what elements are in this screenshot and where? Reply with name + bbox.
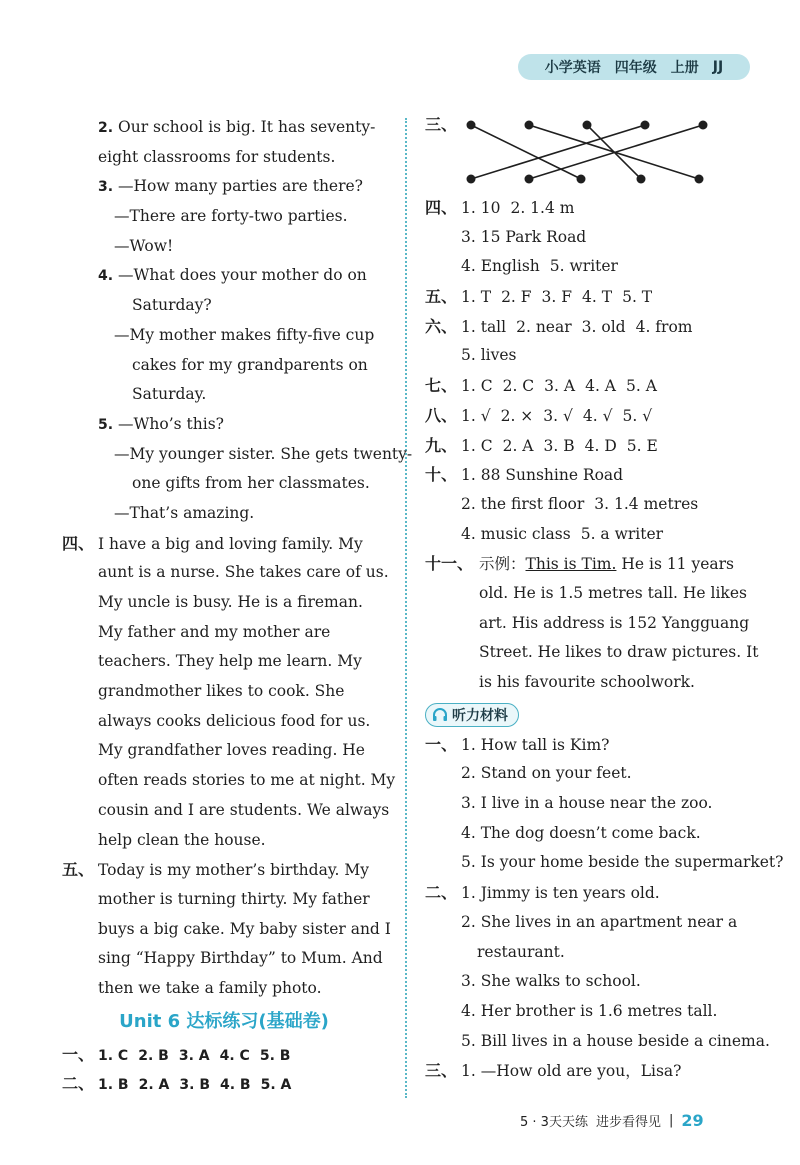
match-line-1 [471,125,581,179]
l1-line-1: 一、 1. How tall is Kim? [425,734,610,754]
l3-line-1: 三、 1. —How old are you，Lisa? [425,1061,682,1081]
listening-material-badge [425,703,519,727]
l1-line-5: 5. Is your home beside the supermarket? [461,853,784,872]
l2-line-1: 二、 1. Jimmy is ten years old. [425,883,660,903]
s4-line-3: 4. English 5. writer [461,257,618,276]
l1-line-3: 3. I live in a house near the zoo. [461,794,713,813]
sec5-line-2: mother is turning thirty. My father [98,889,370,908]
q3-item-4-line-5: Saturday. [132,385,207,404]
q3-item-2-line-1: 2. Our school is big. It has seventy- [98,118,376,136]
right-column [425,113,784,1086]
match-dot-top-4 [641,121,650,130]
sec4-line-8: My grandfather loves reading. He [98,741,365,760]
sec4-line-10: cousin and I are students. We always [98,800,390,819]
match-line-4 [471,125,645,179]
s10-line-3: 4. music class 5. a writer [461,524,664,543]
s10-line-2: 2. the first floor 3. 1.4 metres [461,494,699,513]
s11-line-1: 十一、 示例：This is Tim. He is 11 years [425,554,735,574]
s6-line-2: 5. lives [461,346,517,365]
l2-line-5: 4. Her brother is 1.6 metres tall. [461,1001,718,1020]
s8-line: 八、 1. √ 2. × 3. √ 4. √ 5. √ [425,405,653,425]
l1-line-4: 4. The dog doesn’t come back. [461,823,701,842]
q3-item-5-line-4: —That’s amazing. [114,503,255,522]
match-dot-bottom-1 [467,175,476,184]
footer-separator: | [668,1112,674,1128]
match-dot-bottom-4 [637,175,646,184]
sec4-line-1: 四、 I have a big and loving family. My [62,529,386,559]
footer-slogan: 进步看得见 [595,1114,661,1130]
sec5-line-1: 五、 Today is my mother’s birthday. My [62,855,386,885]
s11-line-4: Street. He likes to draw pictures. It [479,643,759,662]
q3-item-3-line-2: —There are forty-two parties. [114,207,348,226]
match-dot-bottom-3 [577,175,586,184]
s4-line-2: 3. 15 Park Road [461,227,587,246]
s3-matching [425,113,760,193]
match-dot-top-2 [525,121,534,130]
sec4-line-7: always cooks delicious food for us. [98,711,371,730]
sec4-line-2: aunt is a nurse. She takes care of us. [98,563,389,582]
l2-line-6: 5. Bill lives in a house beside a cinema. [461,1031,770,1050]
listening-title: 听力材料 [452,707,508,724]
match-dot-top-3 [583,121,592,130]
matching-lines-diagram [461,113,741,188]
q3-item-3-line-3: —Wow! [114,236,174,255]
s11-line-5: is his favourite schoolwork. [479,673,695,691]
sec4-line-4: My father and my mother are [98,622,331,641]
unit-answers-2: 二、 1. B 2. A 3. B 4. B 5. A [62,1074,292,1094]
s3-label: 三、 [425,115,458,134]
match-dot-bottom-5 [695,175,704,184]
left-column [62,113,413,1099]
sec5-line-3: buys a big cake. My baby sister and I [98,919,391,938]
page-number: 29 [681,1110,704,1130]
sec5-line-4: sing “Happy Birthday” to Mum. And [98,949,383,968]
column-divider [405,118,407,1098]
sec5-label: 五、 [62,860,95,880]
match-dot-bottom-2 [525,175,534,184]
q3-item-2-line-2: eight classrooms for students. [98,147,336,166]
q3-item-3-line-1: 3. —How many parties are there? [98,177,363,196]
s6-line-1: 六、 1. tall 2. near 3. old 4. from [425,316,693,336]
sec4-line-11: help clean the house. [98,830,266,849]
header-edition: JJ [712,59,724,75]
q3-item-4-line-3: —My mother makes fifty-five cup [114,325,375,344]
q3-item-5-line-1: 5. —Who’s this? [98,414,224,433]
s5-line: 五、 1. T 2. F 3. F 4. T 5. T [425,287,653,307]
footer-brand: 5 · 3天天练 [520,1114,588,1130]
s4-line-1: 四、 1. 10 2. 1.4 m [425,198,575,217]
l2-line-4: 3. She walks to school. [461,972,641,991]
sec5-line-5: then we take a family photo. [98,978,322,997]
l2-line-2: 2. She lives in an apartment near a [461,912,738,931]
s11-line-2: old. He is 1.5 metres tall. He likes [479,583,747,602]
sec4-line-6: grandmother likes to cook. She [98,682,345,701]
sec4-line-5: teachers. They help me learn. My [98,652,362,671]
header-badge [518,54,750,80]
l2-line-3: restaurant. [477,942,565,961]
s11-line-3: art. His address is 152 Yangguang [479,613,750,632]
unit-answers-1: 一、 1. C 2. B 3. A 4. C 5. B [62,1044,291,1064]
unit-title: Unit 6 达标练习(基础卷) [119,1010,329,1032]
s10-line-1: 十、 1. 88 Sunshine Road [425,465,624,485]
match-dot-top-5 [699,121,708,130]
q3-item-4-line-2: Saturday? [132,296,212,315]
sec4-line-9: often reads stories to me at night. My [98,771,396,790]
q3-item-5-line-3: one gifts from her classmates. [132,474,370,493]
l1-line-2: 2. Stand on your feet. [461,764,632,783]
match-dot-top-1 [467,121,476,130]
q3-item-4-line-1: 4. —What does your mother do on [98,266,367,285]
sec4-line-3: My uncle is busy. He is a fireman. [98,593,363,611]
header-volume: 上册 [670,60,699,76]
headphones-icon [432,708,448,722]
header-grade: 四年级 [614,60,657,76]
page-footer [520,1108,750,1132]
q3-item-5-line-2: —My younger sister. She gets twenty- [114,444,413,463]
q3-item-4-line-4: cakes for my grandparents on [132,355,368,374]
s7-line: 七、 1. C 2. C 3. A 4. A 5. A [425,376,657,396]
s9-line: 九、 1. C 2. A 3. B 4. D 5. E [425,435,658,455]
sec4-label: 四、 [62,533,95,553]
header-subject: 小学英语 [544,60,601,76]
